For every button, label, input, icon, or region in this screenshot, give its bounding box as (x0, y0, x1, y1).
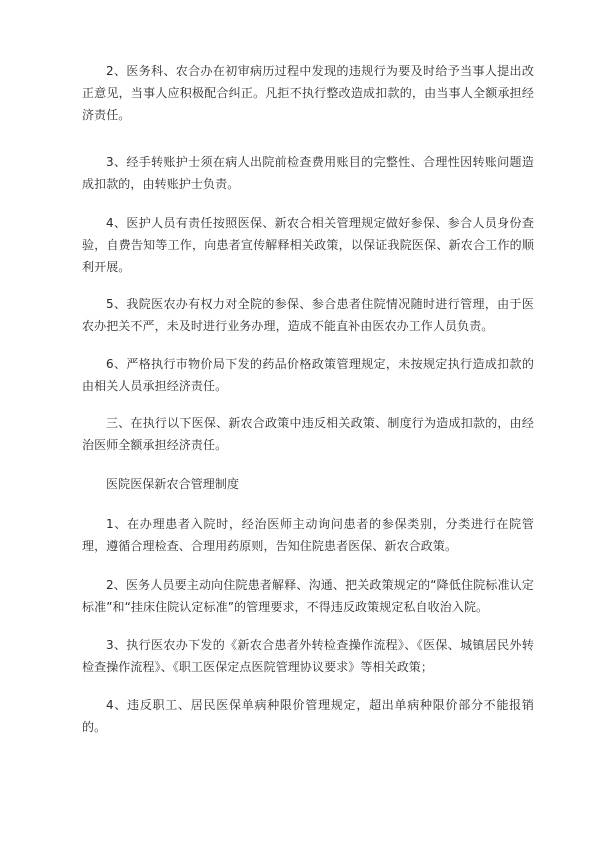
paragraph-item-6-drug-pricing: 6、严格执行市物价局下发的药品价格政策管理规定，未按规定执行造成扣款的由相关人员承担经济责任。 (82, 357, 534, 393)
paragraph-item-4-medical-staff: 4、医护人员有责任按照医保、新农合相关管理规定做好参保、参合人员身份查验，自费告知等工作，向患者宣传解释相关政策，以保证我院医保、新农合工作的顺利开展。 (82, 216, 534, 274)
paragraph-rule-4-price-limit: 4、违反职工、居民医保单病种限价管理规定，超出单病种限价部分不能报销的。 (82, 698, 534, 734)
paragraph-rule-3-procedures: 3、执行医农办下发的《新农合患者外转检查操作流程》、《医保、城镇居民外转检查操作流程》、《职工医保定点医院管理协议要求》等相关政策； (82, 638, 534, 674)
paragraph-item-3-transfer-nurse: 3、经手转账护士须在病人出院前检查费用账目的完整性、合理性因转账问题造成扣款的，由转账护士负责。 (82, 155, 534, 191)
paragraph-item-2-correction: 2、医务科、农合办在初审病历过程中发现的违规行为要及时给予当事人提出改正意见，当事人应积极配合纠正。凡拒不执行整改造成扣款的，由当事人全额承担经济责任。 (82, 64, 534, 122)
paragraph-rule-1-admission: 1、在办理患者入院时，经治医师主动询问患者的参保类别，分类进行在院管理，遵循合理检查、合理用药原则，告知住院患者医保、新农合政策。 (82, 517, 534, 553)
paragraph-section-three: 三、在执行以下医保、新农合政策中违反相关政策、制度行为造成扣款的，由经治医师全额承担经济责任。 (82, 416, 534, 452)
paragraph-rule-2-explanation: 2、医务人员要主动向住院患者解释、沟通、把关政策规定的“降低住院标准认定标准”和“挂床住院认定标准”的管理要求，不得违反政策规定私自收治入院。 (82, 578, 534, 614)
section-heading: 医院医保新农合管理制度 (106, 477, 240, 491)
paragraph-item-5-office-authority: 5、我院医农办有权力对全院的参保、参合患者住院情况随时进行管理，由于医农办把关不严，未及时进行业务办理，造成不能直补由医农办工作人员负责。 (82, 297, 534, 333)
